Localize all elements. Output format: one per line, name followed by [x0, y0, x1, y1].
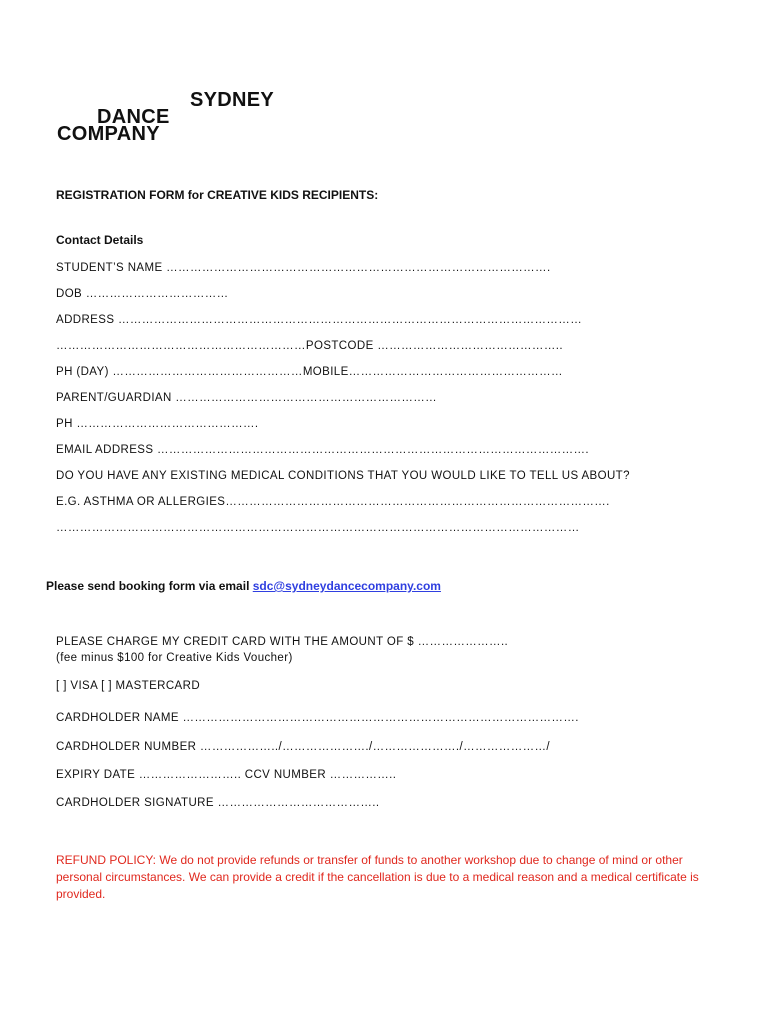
cardholder-name-field[interactable]: CARDHOLDER NAME ……………………………………………………………………………………….: [56, 712, 579, 724]
parent-guardian-field[interactable]: PARENT/GUARDIAN …………………………………………………………: [56, 392, 438, 404]
phone-mobile-field[interactable]: PH (DAY) …………………………………………MOBILE………………………………………………: [56, 366, 563, 378]
contact-details-heading: Contact Details: [56, 233, 144, 247]
parent-phone-field[interactable]: PH ……………………………………….: [56, 418, 259, 430]
refund-policy: REFUND POLICY: We do not provide refunds or transfer of funds to another workshop due to change of mind or other personal circumstances. We can provide a credit if the cancellation is due to a medical reason and a medical certificate is provided.: [56, 853, 699, 901]
medical-continuation-field[interactable]: ……………………………………………………………………………………………………………………: [56, 522, 580, 534]
medical-conditions-question: DO YOU HAVE ANY EXISTING MEDICAL CONDITIONS THAT YOU WOULD LIKE TO TELL US ABOUT?: [56, 470, 630, 482]
fee-note: (fee minus $100 for Creative Kids Voucher): [56, 652, 293, 664]
logo-word-dance: DANCE: [97, 106, 170, 128]
student-name-field[interactable]: STUDENT’S NAME …………………………………………………………………………………….: [56, 262, 551, 274]
logo-word-company: COMPANY: [57, 123, 160, 145]
credit-card-charge-field[interactable]: PLEASE CHARGE MY CREDIT CARD WITH THE AMOUNT OF $ …………………..: [56, 636, 509, 648]
card-type-checkboxes[interactable]: [ ] VISA [ ] MASTERCARD: [56, 680, 201, 692]
expiry-ccv-field[interactable]: EXPIRY DATE …………………….. CCV NUMBER ……………..: [56, 769, 397, 781]
medical-example-field[interactable]: E.G. ASTHMA OR ALLERGIES…………………………………………………………………………………….: [56, 496, 610, 508]
booking-instruction-text: Please send booking form via email: [46, 579, 253, 593]
cardholder-signature-field[interactable]: CARDHOLDER SIGNATURE …………………………………..: [56, 797, 380, 809]
cardholder-number-field[interactable]: CARDHOLDER NUMBER ………………../…………………./…………………./…………………/: [56, 741, 550, 753]
booking-instruction: [46, 579, 441, 593]
sydney-dance-company-logo: [57, 88, 302, 146]
address-field[interactable]: ADDRESS ………………………………………………………………………………………………………: [56, 314, 583, 326]
email-address-field[interactable]: EMAIL ADDRESS ……………………………………………………………………………………………….: [56, 444, 590, 456]
dob-field[interactable]: DOB ………………………………: [56, 288, 229, 300]
logo-word-sydney: SYDNEY: [190, 89, 275, 111]
address-postcode-field[interactable]: ………………………………………………………POSTCODE ………………………………………..: [56, 340, 563, 352]
booking-email-link[interactable]: sdc@sydneydancecompany.com: [252, 579, 441, 593]
form-title: REGISTRATION FORM for CREATIVE KIDS RECIPIENTS:: [56, 188, 379, 202]
